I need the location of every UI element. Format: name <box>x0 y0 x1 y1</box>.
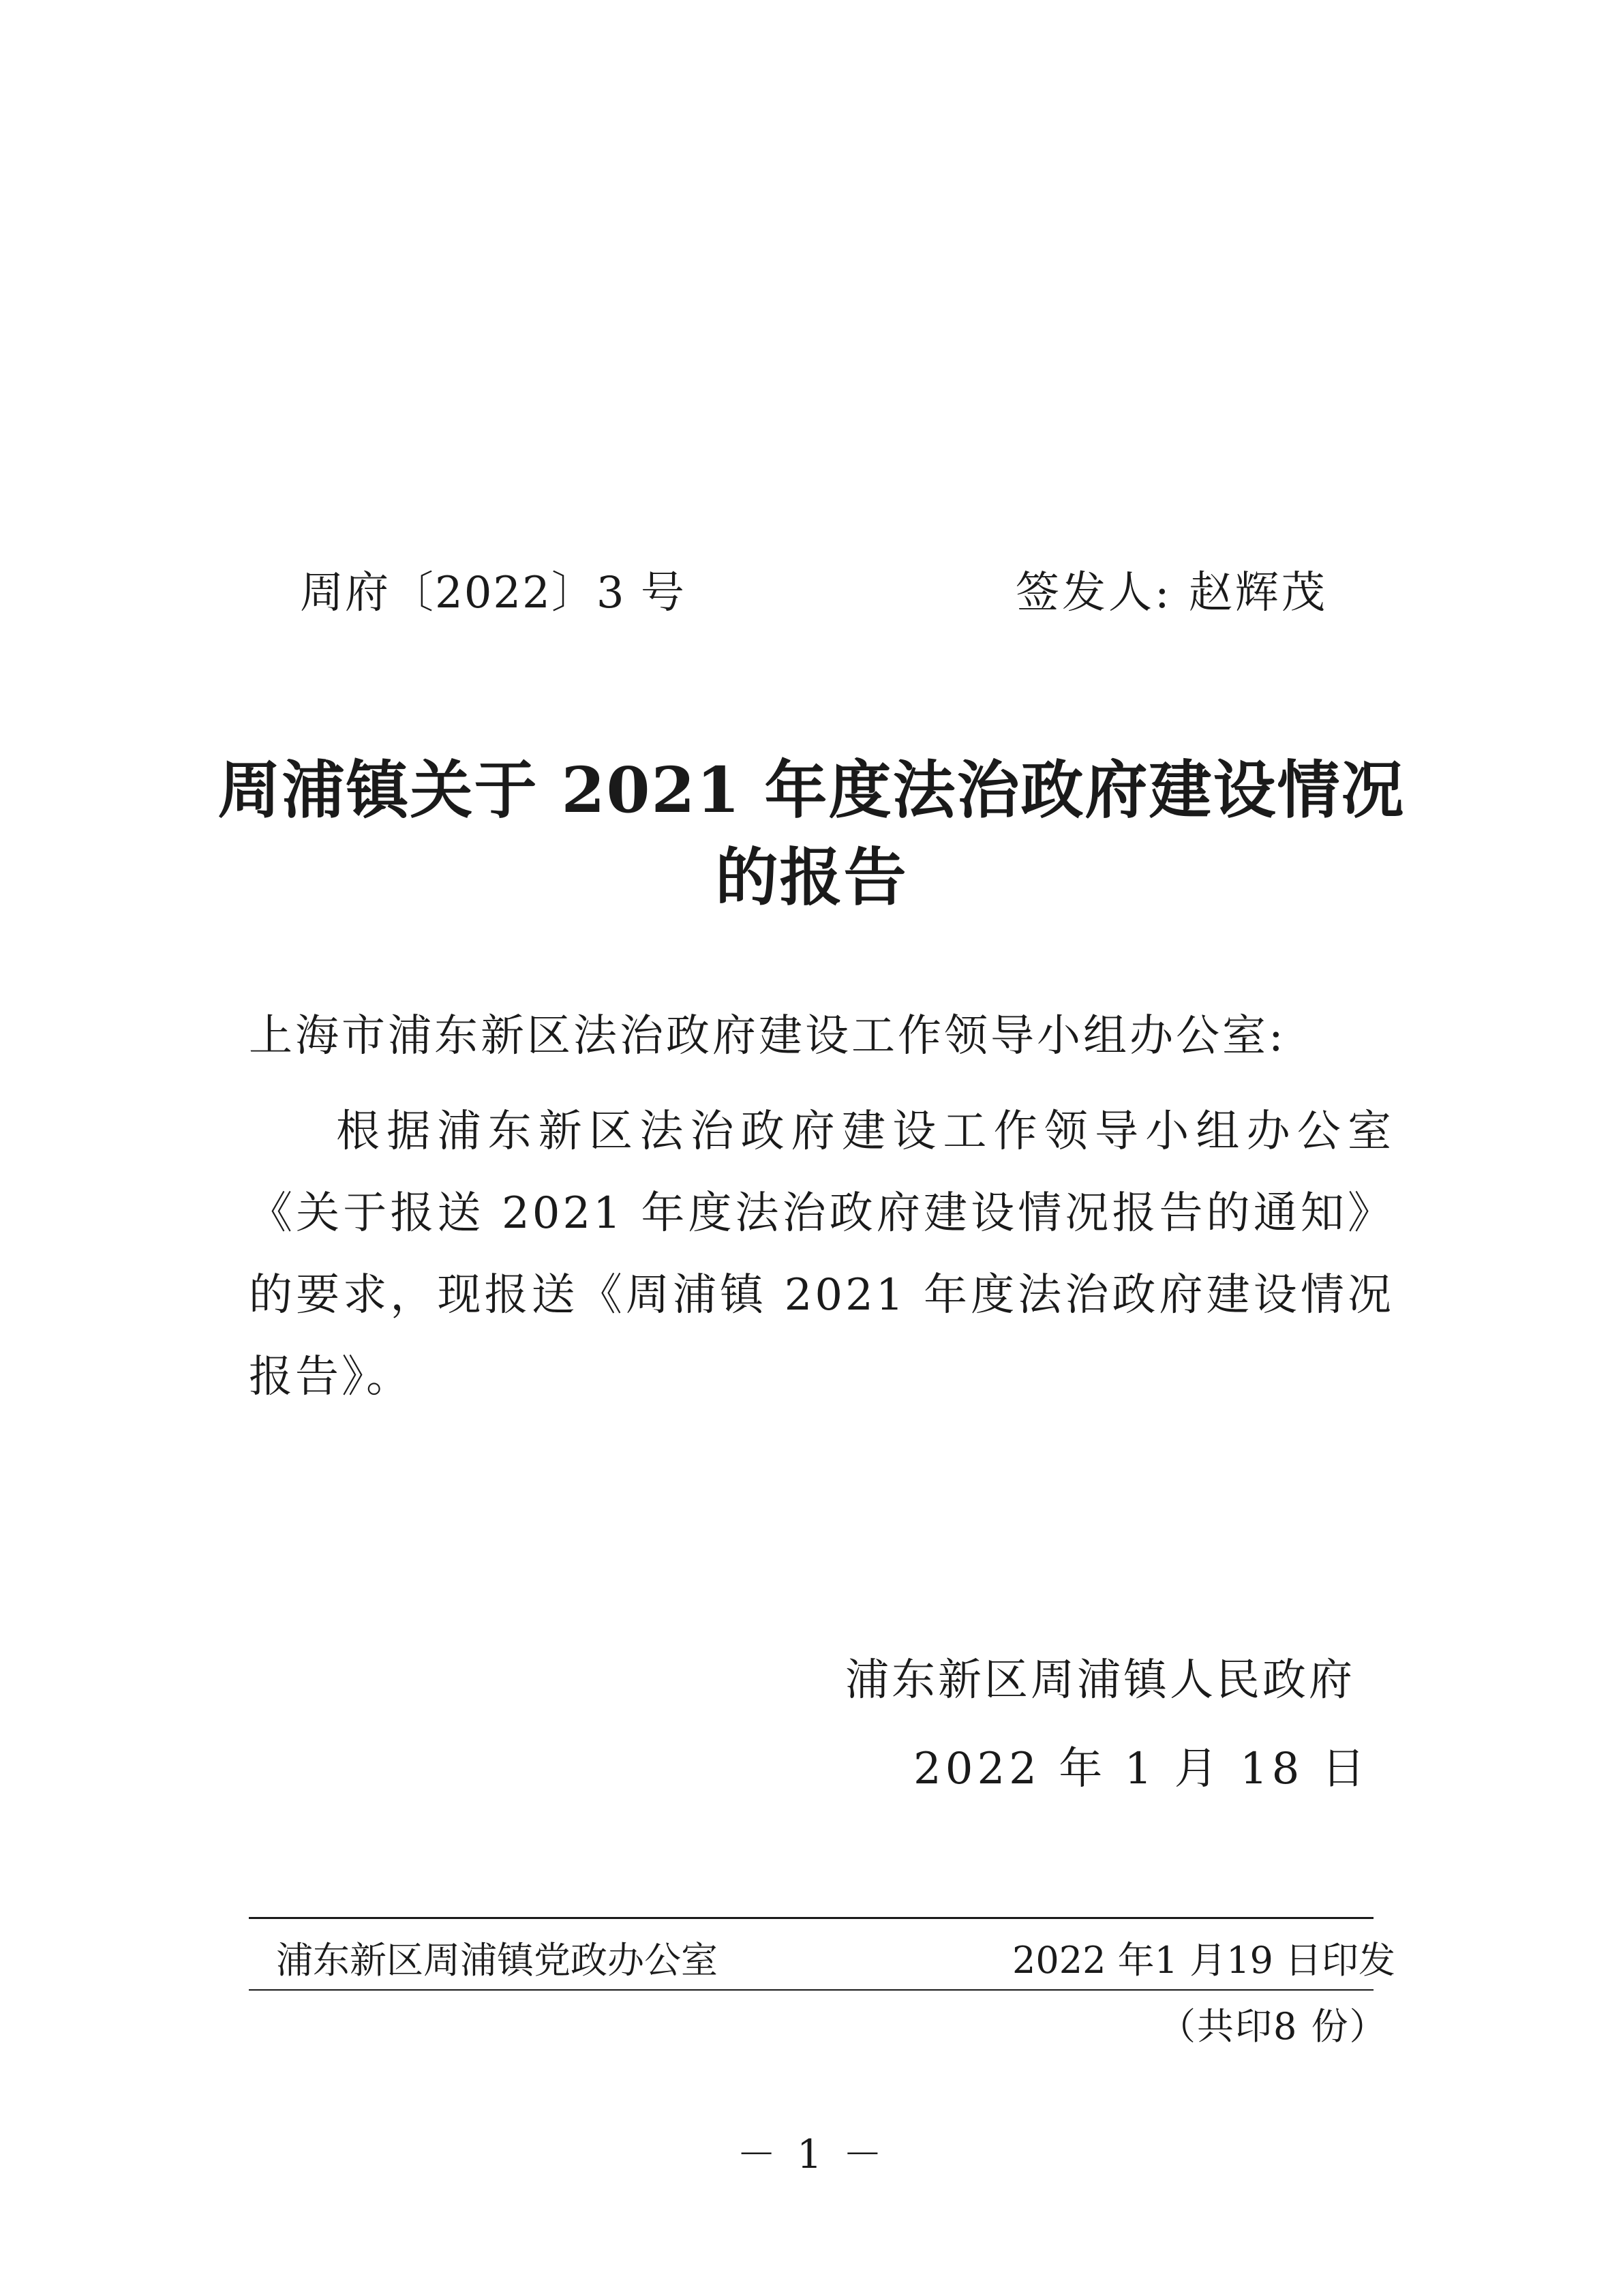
signer: 签发人: 赵辉茂 <box>1016 568 1328 618</box>
copies-count: （共印8 份） <box>1159 2005 1388 2048</box>
recipient: 上海市浦东新区法治政府建设工作领导小组办公室: <box>249 1011 1286 1061</box>
footer-top-rule <box>249 1917 1374 1919</box>
footer-bottom-rule <box>249 1989 1374 1991</box>
title-line-2: 的报告 <box>715 841 908 914</box>
issue-date: 2022 年 1 月 18 日 <box>913 1744 1369 1794</box>
title-line-1: 周浦镇关于 2021 年度法治政府建设情况 <box>217 753 1406 827</box>
page-number: － 1 － <box>736 2131 887 2177</box>
document-number: 周府〔2022〕3 号 <box>300 568 686 618</box>
issuer: 浦东新区周浦镇人民政府 <box>845 1655 1355 1706</box>
printed-date: 2022 年1 月19 日印发 <box>1012 1939 1395 1982</box>
printing-office: 浦东新区周浦镇党政办公室 <box>276 1939 718 1982</box>
body-paragraph: 根据浦东新区法治政府建设工作领导小组办公室《关于报送 2021 年度法治政府建设情况报告的通知》的要求，现报送《周浦镇 2021 年度法治政府建设情况报告》。 <box>249 1106 1394 1402</box>
